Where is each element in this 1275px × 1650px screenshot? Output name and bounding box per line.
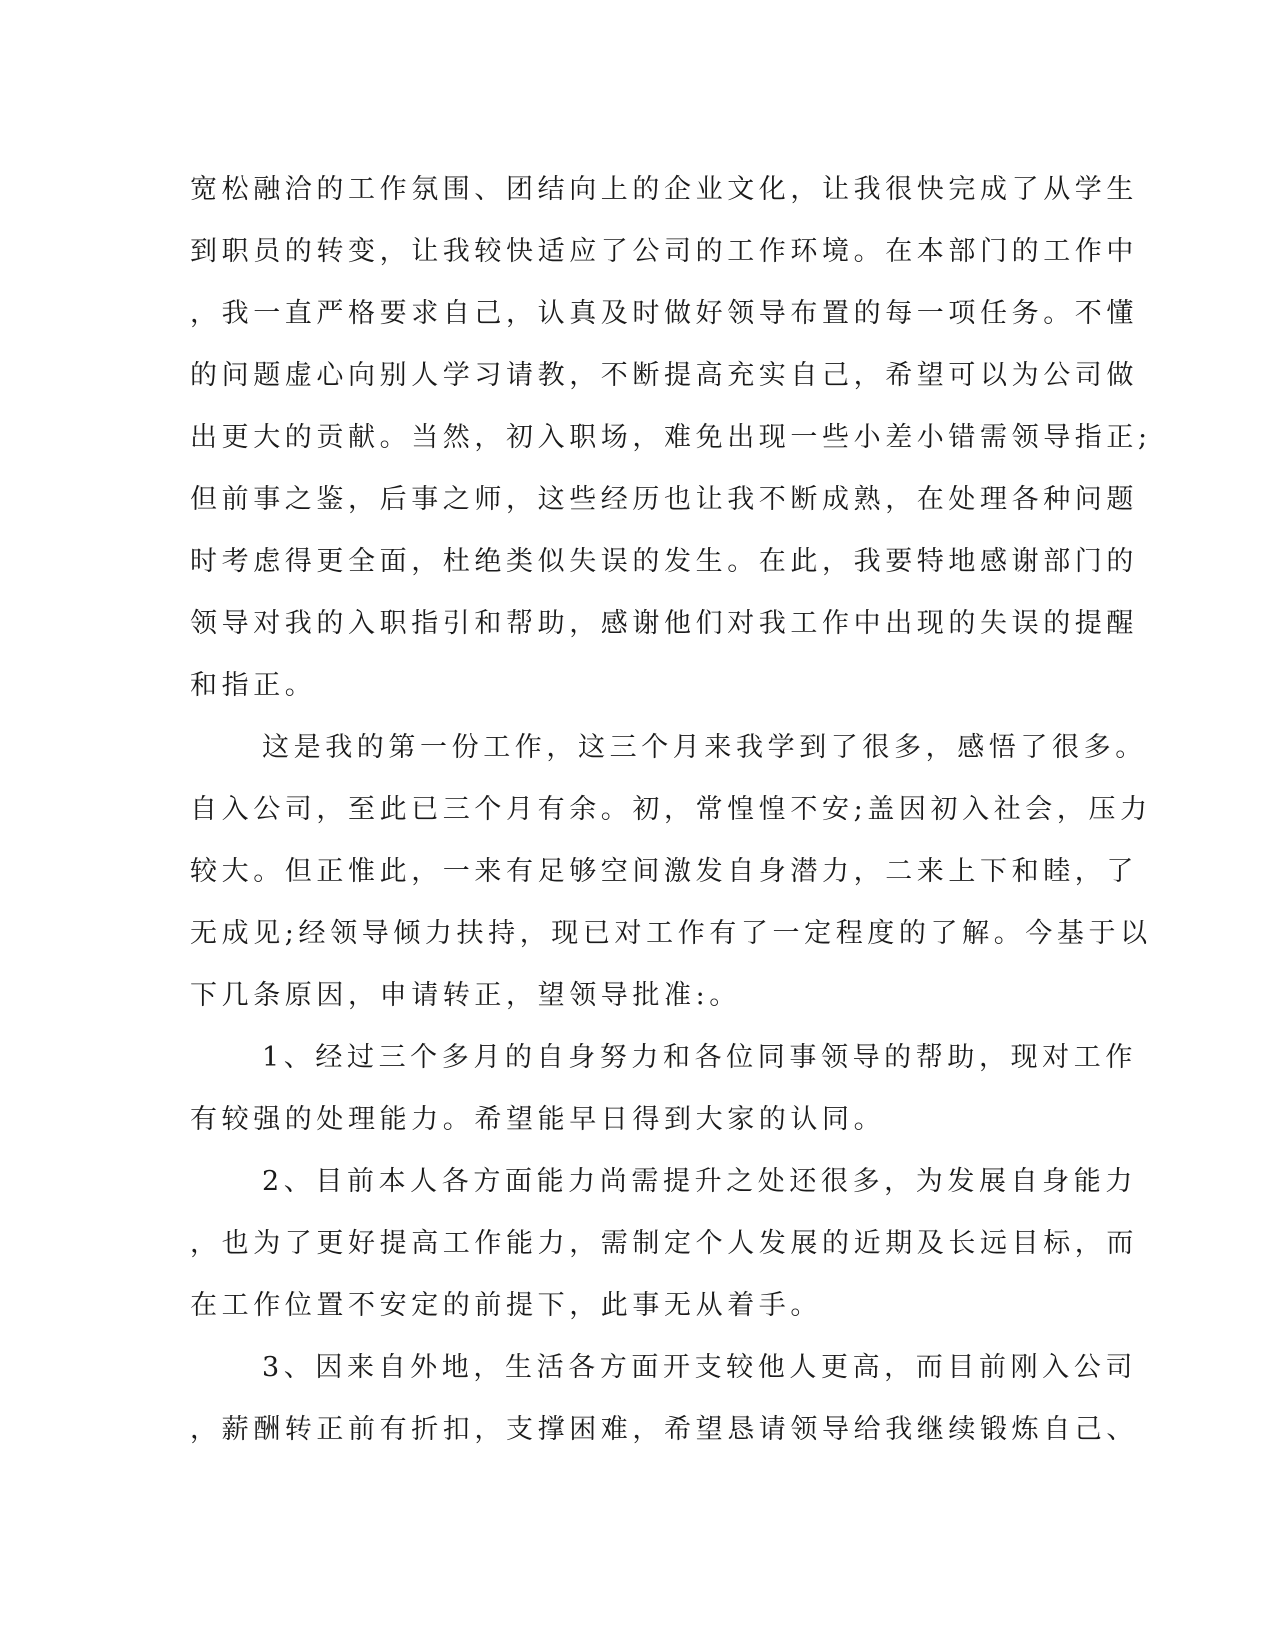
text-line: 时考虑得更全面，杜绝类似失误的发生。在此，我要特地感谢部门的 xyxy=(190,546,1138,577)
text-line: 在工作位置不安定的前提下，此事无从着手。 xyxy=(190,1290,822,1321)
list-item-2-line: 2、目前本人各方面能力尚需提升之处还很多，为发展自身能力 xyxy=(262,1166,1137,1197)
text-line: 出更大的贡献。当然，初入职场，难免出现一些小差小错需领导指正; xyxy=(190,422,1152,453)
text-line: 和指正。 xyxy=(190,670,317,701)
text-line: 自入公司，至此已三个月有余。初，常惶惶不安;盖因初入社会，压力 xyxy=(190,794,1152,825)
text-line: ，薪酬转正前有折扣，支撑困难，希望恳请领导给我继续锻炼自己、 xyxy=(190,1414,1138,1445)
text-line: 有较强的处理能力。希望能早日得到大家的认同。 xyxy=(190,1104,886,1135)
text-line: 宽松融洽的工作氛围、团结向上的企业文化，让我很快完成了从学生 xyxy=(190,174,1138,205)
text-line: 较大。但正惟此，一来有足够空间激发自身潜力，二来上下和睦，了 xyxy=(190,856,1138,887)
text-line: 但前事之鉴，后事之师，这些经历也让我不断成熟，在处理各种问题 xyxy=(190,484,1138,515)
text-line: ，也为了更好提高工作能力，需制定个人发展的近期及长远目标，而 xyxy=(190,1228,1138,1259)
text-line: 无成见;经领导倾力扶持，现已对工作有了一定程度的了解。今基于以 xyxy=(190,918,1152,949)
paragraph-start-line: 这是我的第一份工作，这三个月来我学到了很多，感悟了很多。 xyxy=(262,732,1147,763)
text-line: 领导对我的入职指引和帮助，感谢他们对我工作中出现的失误的提醒 xyxy=(190,608,1138,639)
list-item-1-line: 1、经过三个多月的自身努力和各位同事领导的帮助，现对工作 xyxy=(262,1042,1137,1073)
body-text xyxy=(190,159,1152,1461)
text-line: 的问题虚心向别人学习请教，不断提高充实自己，希望可以为公司做 xyxy=(190,360,1138,391)
list-item-3-line: 3、因来自外地，生活各方面开支较他人更高，而目前刚入公司 xyxy=(262,1352,1137,1383)
text-line: ，我一直严格要求自己，认真及时做好领导布置的每一项任务。不懂 xyxy=(190,298,1138,329)
text-line: 到职员的转变，让我较快适应了公司的工作环境。在本部门的工作中 xyxy=(190,236,1138,267)
text-line: 下几条原因，申请转正，望领导批准:。 xyxy=(190,980,741,1011)
